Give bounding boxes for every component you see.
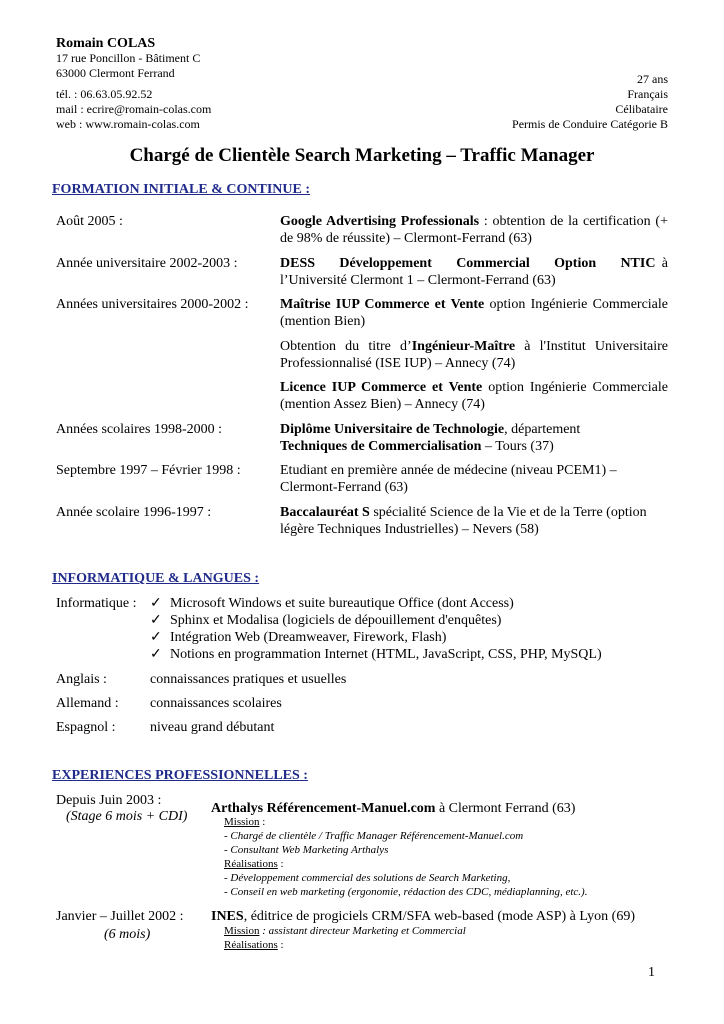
list-item: ✓ Sphinx et Modalisa (logiciels de dépouillement d'enquêtes): [150, 613, 502, 628]
job-company: Arthalys Référencement-Manuel.com à Clermont Ferrand (63): [211, 801, 576, 816]
language-level: connaissances scolaires: [150, 696, 282, 711]
address-line-2: 63000 Clermont Ferrand: [56, 66, 175, 80]
website: web : www.romain-colas.com: [56, 117, 200, 131]
checkmark-icon: ✓: [150, 647, 162, 662]
formation-desc: Google Advertising Professionals : obtention de la certification (+ de 98% de réussite) – Clermont-Ferrand (63): [280, 214, 668, 246]
checkmark-icon: ✓: [150, 630, 162, 645]
formation-desc: Obtention du titre d’Ingénieur-Maître à l'Institut Universitaire Professionnalisé (ISE IUP) – Annecy (74): [280, 339, 668, 371]
mission-label: Mission :: [224, 816, 266, 828]
realisation-item: - Développement commercial des solutions de Search Marketing,: [224, 872, 511, 884]
formation-date: Années scolaires 1998-2000 :: [56, 422, 223, 437]
page-number: 1: [648, 965, 655, 980]
formation-desc: Diplôme Universitaire de Technologie, département Techniques de Commercialisation – Tours (37): [280, 422, 581, 454]
mission-label: Mission : assistant directeur Marketing et Commercial: [224, 925, 466, 937]
section-heading-informatique: INFORMATIQUE & LANGUES :: [52, 571, 260, 586]
address-line-1: 17 rue Poncillon - Bâtiment C: [56, 51, 201, 65]
formation-desc: Licence IUP Commerce et Vente option Ingénierie Commerciale (mention Assez Bien) – Annecy (74): [280, 380, 668, 412]
formation-desc: Maîtrise IUP Commerce et Vente option Ingénierie Commerciale (mention Bien): [280, 297, 668, 329]
formation-desc: Baccalauréat S spécialité Science de la Vie et de la Terre (option légère Techniques Industrielles) – Nevers (58): [280, 505, 647, 537]
section-heading-formation: FORMATION INITIALE & CONTINUE :: [52, 182, 310, 197]
age: 27 ans: [637, 72, 668, 86]
candidate-name: Romain COLAS: [56, 36, 156, 51]
formation-desc: DESS Développement Commercial Option NTIC à l’Université Clermont 1 – Clermont-Ferrand (63): [280, 256, 669, 288]
mission-item: - Consultant Web Marketing Arthalys: [224, 844, 389, 856]
formation-date: Août 2005 :: [56, 214, 123, 229]
driving-license: Permis de Conduire Catégorie B: [512, 117, 668, 131]
job-date: Janvier – Juillet 2002 :: [56, 909, 184, 924]
cv-title: Chargé de Clientèle Search Marketing – Traffic Manager: [129, 145, 595, 166]
language-label: Allemand :: [56, 696, 119, 711]
checkmark-icon: ✓: [150, 596, 162, 611]
section-heading-experiences: EXPERIENCES PROFESSIONNELLES :: [52, 768, 308, 783]
formation-desc: Etudiant en première année de médecine (niveau PCEM1) – Clermont-Ferrand (63): [280, 463, 617, 495]
mission-item: - Chargé de clientèle / Traffic Manager Référencement-Manuel.com: [224, 830, 524, 842]
email: mail : ecrire@romain-colas.com: [56, 102, 212, 116]
nationality: Français: [627, 87, 668, 101]
formation-date: Septembre 1997 – Février 1998 :: [56, 463, 241, 478]
language-level: connaissances pratiques et usuelles: [150, 672, 347, 687]
formation-date: Année universitaire 2002-2003 :: [56, 256, 238, 271]
list-item: ✓ Intégration Web (Dreamweaver, Firework, Flash): [150, 630, 447, 645]
informatique-label: Informatique :: [56, 596, 137, 611]
job-company: INES, éditrice de progiciels CRM/SFA web-based (mode ASP) à Lyon (69): [211, 909, 635, 924]
realisation-item: - Conseil en web marketing (ergonomie, rédaction des CDC, médiaplanning, etc.).: [224, 886, 588, 898]
realisations-label: Réalisations :: [224, 858, 284, 870]
job-duration: (6 mois): [104, 927, 151, 942]
job-date: Depuis Juin 2003 :: [56, 793, 162, 808]
phone: tél. : 06.63.05.92.52: [56, 87, 153, 101]
language-level: niveau grand débutant: [150, 720, 275, 735]
formation-date: Année scolaire 1996-1997 :: [56, 505, 212, 520]
language-label: Espagnol :: [56, 720, 116, 735]
list-item: ✓ Microsoft Windows et suite bureautique Office (dont Access): [150, 596, 514, 611]
list-item: ✓ Notions en programmation Internet (HTML, JavaScript, CSS, PHP, MySQL): [150, 647, 602, 662]
marital-status: Célibataire: [615, 102, 668, 116]
formation-date: Années universitaires 2000-2002 :: [56, 297, 249, 312]
realisations-label: Réalisations :: [224, 939, 284, 951]
checkmark-icon: ✓: [150, 613, 162, 628]
language-label: Anglais :: [56, 672, 107, 687]
job-duration: (Stage 6 mois + CDI): [66, 809, 188, 824]
